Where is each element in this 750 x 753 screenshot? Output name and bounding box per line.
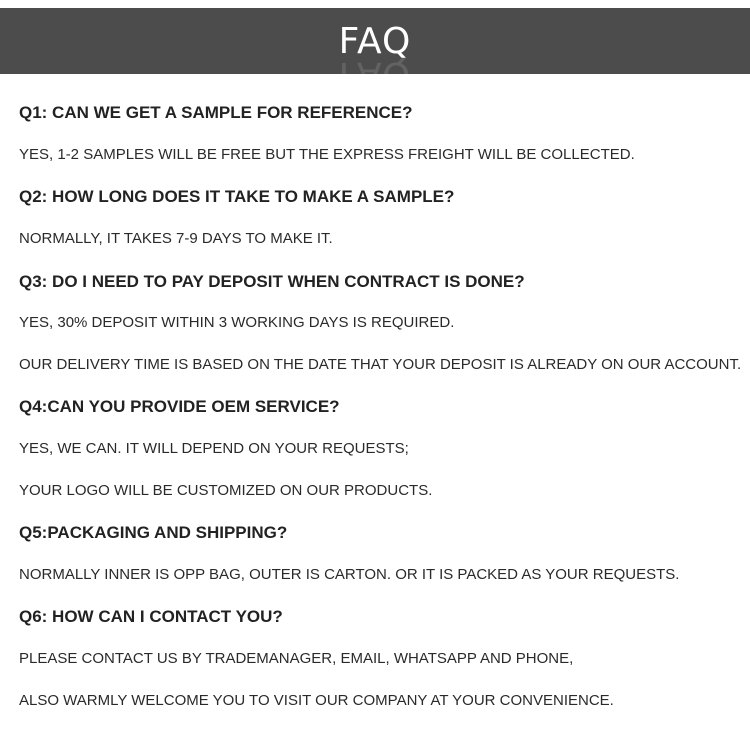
faq-question-3: Q3: DO I NEED TO PAY DEPOSIT WHEN CONTRACT IS DONE? <box>19 272 525 291</box>
faq-answer-5-1: NORMALLY INNER IS OPP BAG, OUTER IS CARTON. OR IT IS PACKED AS YOUR REQUESTS. <box>19 566 680 583</box>
faq-question-5: Q5:PACKAGING AND SHIPPING? <box>19 523 288 542</box>
faq-answer-3-1: YES, 30% DEPOSIT WITHIN 3 WORKING DAYS IS REQUIRED. <box>19 314 455 331</box>
faq-answer-4-2: YOUR LOGO WILL BE CUSTOMIZED ON OUR PRODUCTS. <box>19 482 433 499</box>
faq-question-4: Q4:CAN YOU PROVIDE OEM SERVICE? <box>19 397 340 416</box>
faq-question-2: Q2: HOW LONG DOES IT TAKE TO MAKE A SAMPLE? <box>19 187 455 206</box>
page-title: FAQ <box>338 21 412 62</box>
faq-answer-6-1: PLEASE CONTACT US BY TRADEMANAGER, EMAIL, WHATSAPP AND PHONE, <box>19 650 574 667</box>
faq-answer-4-1: YES, WE CAN. IT WILL DEPEND ON YOUR REQUESTS; <box>19 440 409 457</box>
faq-answer-6-2: ALSO WARMLY WELCOME YOU TO VISIT OUR COMPANY AT YOUR CONVENIENCE. <box>19 692 614 709</box>
page-title-reflection: FAQ <box>338 54 412 95</box>
faq-answer-1-1: YES, 1-2 SAMPLES WILL BE FREE BUT THE EXPRESS FREIGHT WILL BE COLLECTED. <box>19 146 635 163</box>
faq-answer-3-2: OUR DELIVERY TIME IS BASED ON THE DATE THAT YOUR DEPOSIT IS ALREADY ON OUR ACCOUNT. <box>19 356 742 373</box>
faq-answer-2-1: NORMALLY, IT TAKES 7-9 DAYS TO MAKE IT. <box>19 230 333 247</box>
faq-banner <box>0 8 750 95</box>
faq-question-1: Q1: CAN WE GET A SAMPLE FOR REFERENCE? <box>19 103 413 122</box>
faq-question-6: Q6: HOW CAN I CONTACT YOU? <box>19 607 283 626</box>
